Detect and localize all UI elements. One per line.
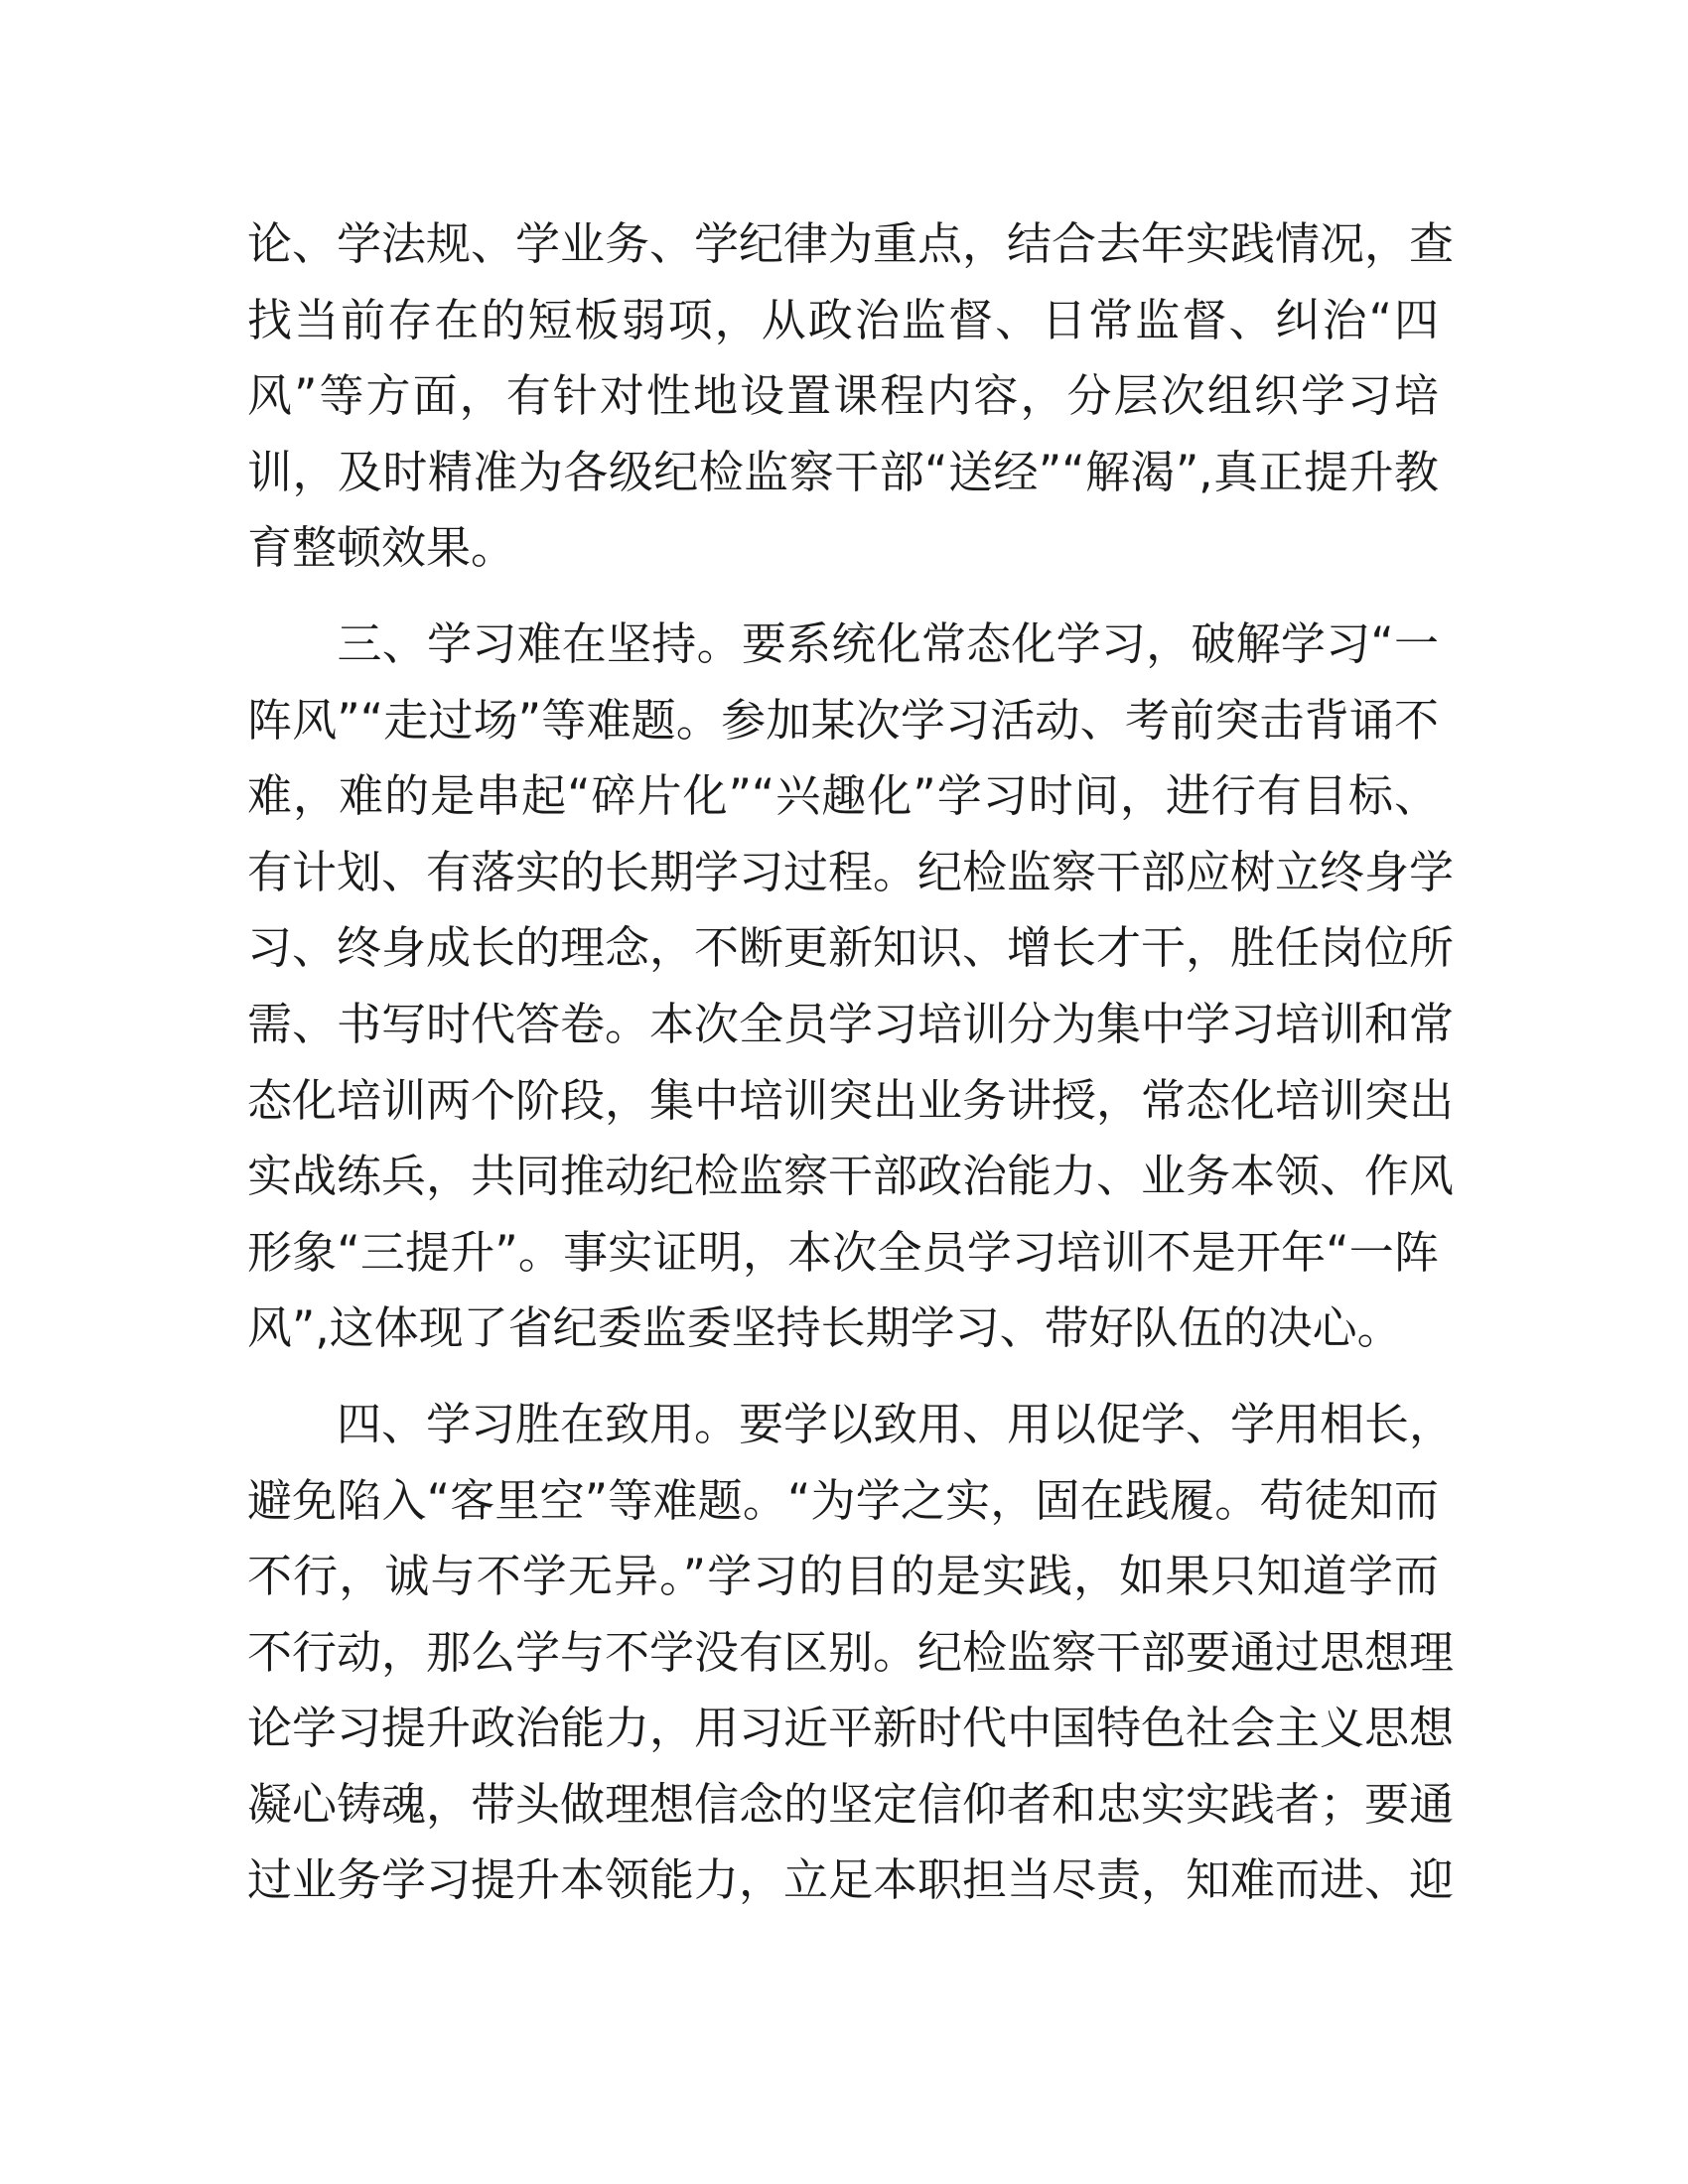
text-line: 习、终身成长的理念，不断更新知识、增长才干，胜任岗位所 <box>247 921 1455 975</box>
text-line: 育整顿效果。 <box>247 521 516 575</box>
text-line: 态化培训两个阶段，集中培训突出业务讲授，常态化培训突出 <box>247 1073 1455 1127</box>
text-line: 形象“三提升”。事实证明，本次全员学习培训不是开年“一阵 <box>247 1225 1439 1279</box>
text-line: 风”,这体现了省纪委监委坚持长期学习、带好队伍的决心。 <box>247 1301 1402 1355</box>
text-line: 阵风”“走过场”等难题。参加某次学习活动、考前突击背诵不 <box>247 693 1439 747</box>
document-body <box>247 206 1455 1919</box>
text-line: 四、学习胜在致用。要学以致用、用以促学、学用相长， <box>247 1397 1455 1450</box>
text-line: 难，难的是串起“碎片化”“兴趣化”学习时间，进行有目标、 <box>247 769 1439 823</box>
text-line: 有计划、有落实的长期学习过程。纪检监察干部应树立终身学 <box>247 845 1455 898</box>
text-line: 论、学法规、学业务、学纪律为重点，结合去年实践情况，查 <box>247 217 1455 270</box>
text-line: 过业务学习提升本领能力，立足本职担当尽责，知难而进、迎 <box>247 1853 1455 1907</box>
text-line: 三、学习难在坚持。要系统化常态化学习，破解学习“一 <box>247 616 1439 670</box>
text-line: 找当前存在的短板弱项，从政治监督、日常监督、纠治“四 <box>247 293 1439 346</box>
text-line: 实战练兵，共同推动纪检监察干部政治能力、业务本领、作风 <box>247 1150 1455 1203</box>
text-line: 避免陷入“客里空”等难题。“为学之实，固在践履。苟徒知而 <box>247 1473 1439 1527</box>
paragraph-1 <box>247 206 1455 587</box>
text-line: 风”等方面，有针对性地设置课程内容，分层次组织学习培 <box>247 369 1439 423</box>
text-line: 不行，诚与不学无异。”学习的目的是实践，如果只知道学而 <box>247 1550 1439 1603</box>
text-line: 需、书写时代答卷。本次全员学习培训分为集中学习培训和常 <box>247 997 1455 1050</box>
paragraph-3-application <box>247 1387 1455 1919</box>
text-line: 凝心铸魂，带头做理想信念的坚定信仰者和忠实实践者；要通 <box>247 1777 1455 1831</box>
text-line: 不行动，那么学与不学没有区别。纪检监察干部要通过思想理 <box>247 1625 1455 1679</box>
paragraph-2-persistence <box>247 607 1455 1367</box>
text-line: 论学习提升政治能力，用习近平新时代中国特色社会主义思想 <box>247 1702 1455 1755</box>
text-line: 训，及时精准为各级纪检监察干部“送经”“解渴”,真正提升教 <box>247 445 1439 498</box>
